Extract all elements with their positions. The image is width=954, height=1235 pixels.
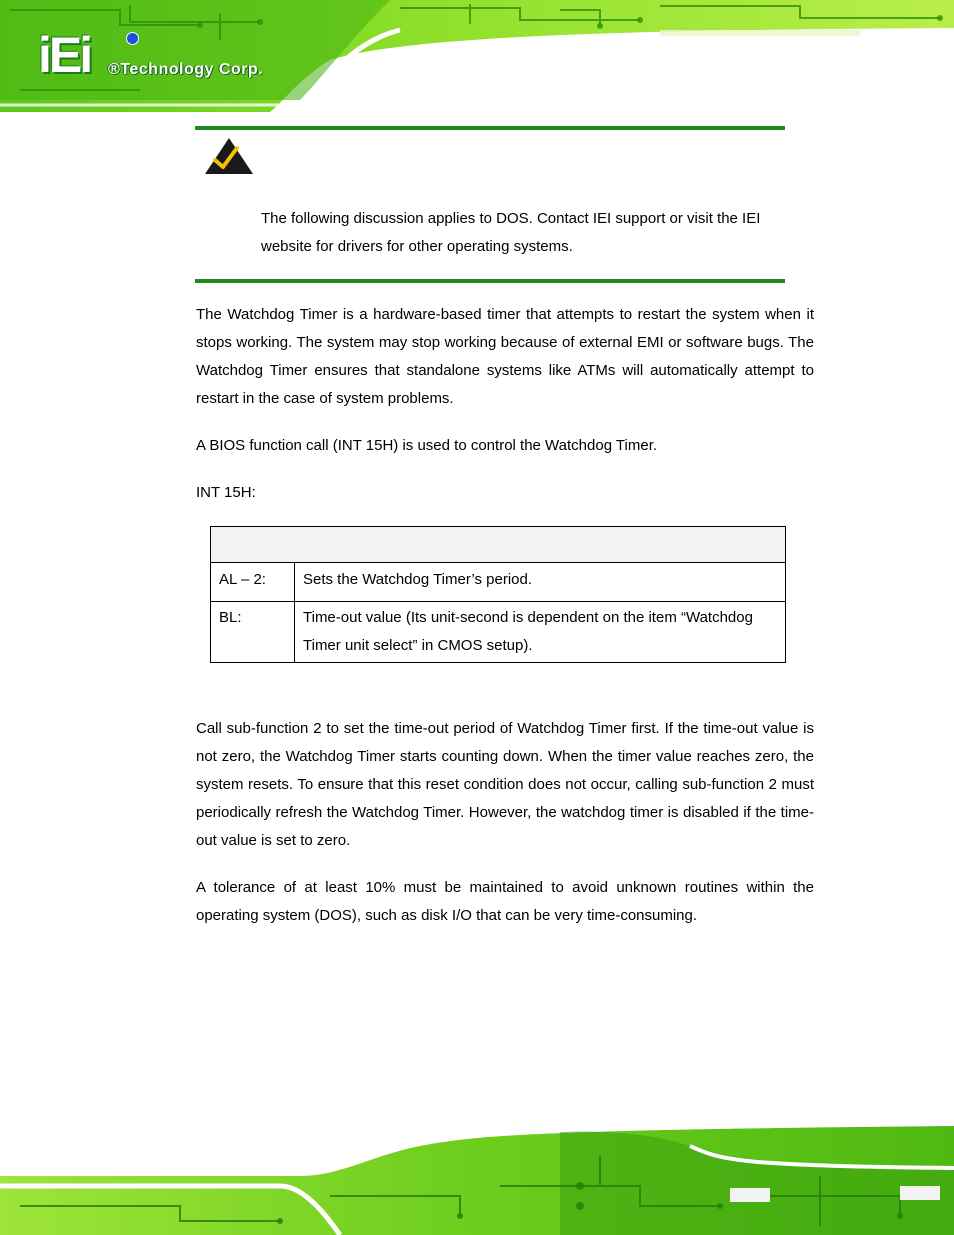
table-cell-description: Time-out value (Its unit-second is dependent on the item “Watchdog Timer unit select” in CMOS setup). xyxy=(295,602,786,663)
table-cell-description: Sets the Watchdog Timer’s period. xyxy=(295,563,786,602)
paragraph-tolerance: A tolerance of at least 10% must be maintained to avoid unknown routines within the operating system (DOS), such as disk I/O that can be very time-consuming. xyxy=(196,879,814,924)
note-box xyxy=(195,126,785,283)
note-text: The following discussion applies to DOS. Contact IEI support or visit the IEI website for drivers for other operating systems. xyxy=(261,210,761,255)
footer-banner xyxy=(0,1126,954,1235)
table-header-cell xyxy=(211,527,786,563)
table-cell-register: BL: xyxy=(211,602,295,663)
company-logo xyxy=(38,27,298,85)
note-top-rule xyxy=(195,126,785,130)
table-cell-register: AL – 2: xyxy=(211,563,295,602)
int15h-table xyxy=(210,526,786,663)
paragraph-intro: The Watchdog Timer is a hardware-based timer that attempts to restart the system when it stops working. The system may stop working because of external EMI or software bugs. The Watchdog Timer ensures that standalone systems like ATMs will automatically attempt to restart in the case of system problems. xyxy=(196,306,814,407)
table-header-row xyxy=(211,527,786,563)
logo-mark: iEi xyxy=(38,27,91,83)
note-bottom-rule xyxy=(195,279,785,283)
table-row xyxy=(211,563,786,602)
logo-dot-icon xyxy=(126,32,139,45)
paragraph-subfunction: Call sub-function 2 to set the time-out period of Watchdog Timer first. If the time-out value is not zero, the Watchdog Timer starts counting down. When the timer value reaches zero, the system resets. To ensure that this reset condition does not occur, calling sub-function 2 must periodically refresh the Watchdog Timer. However, the watchdog timer is disabled if the time-out value is set to zero. xyxy=(196,720,814,849)
paragraph-int15h-label: INT 15H: xyxy=(196,484,256,501)
logo-text: ®Technology Corp. xyxy=(108,61,264,78)
table-row xyxy=(211,602,786,663)
paragraph-bios-call: A BIOS function call (INT 15H) is used to control the Watchdog Timer. xyxy=(196,437,658,454)
note-checkmark-icon xyxy=(203,136,255,176)
